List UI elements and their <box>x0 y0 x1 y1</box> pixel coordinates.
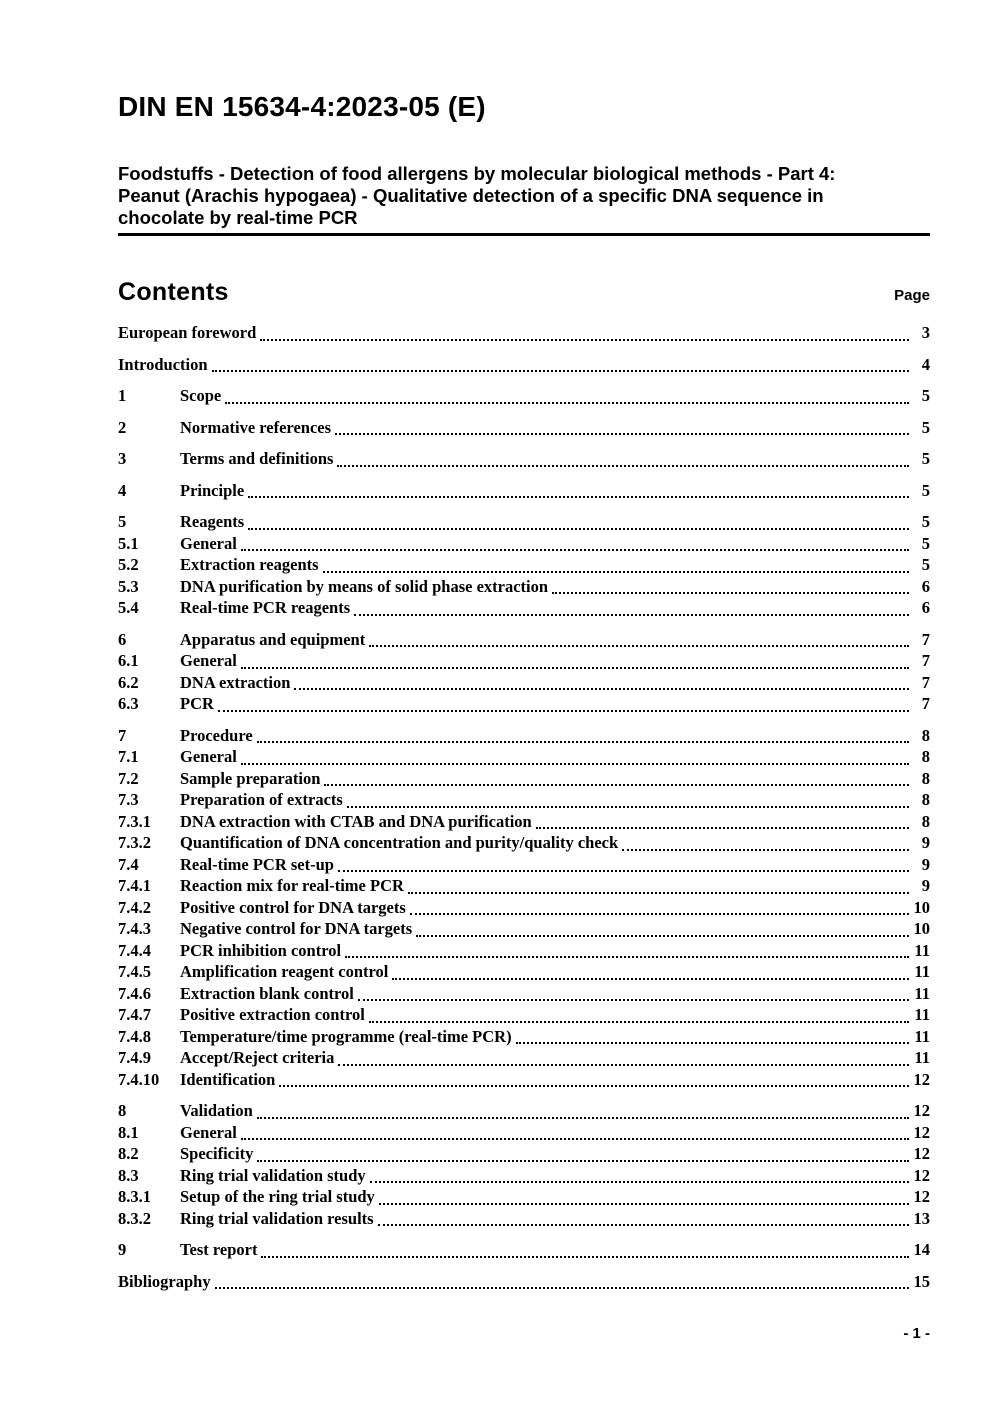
toc-entry[interactable] <box>118 597 930 619</box>
dot-leader <box>218 710 909 712</box>
toc-entry-title: Ring trial validation results <box>180 1208 374 1228</box>
dot-leader <box>241 1138 909 1140</box>
toc-entry-page: 8 <box>921 790 930 809</box>
toc-entry-title: Test report <box>180 1240 258 1259</box>
toc-entry-page: 12 <box>913 1069 930 1089</box>
toc-entry-number: 1 <box>118 386 127 405</box>
dot-leader <box>279 1085 909 1087</box>
toc-entry-title: Principle <box>180 480 245 500</box>
toc-entry-title: European foreword <box>118 323 257 342</box>
toc-entry-page: 10 <box>913 919 930 938</box>
dot-leader <box>261 1256 909 1258</box>
toc-entry-title: Validation <box>180 1101 253 1120</box>
dot-leader <box>408 892 909 894</box>
toc-entry[interactable] <box>118 448 930 470</box>
toc-entry[interactable] <box>118 1271 930 1293</box>
dot-leader <box>536 827 909 829</box>
toc-entry[interactable] <box>118 672 930 694</box>
toc-entry-page: 14 <box>913 1240 930 1259</box>
toc-entry-title: Positive control for DNA targets <box>180 897 406 917</box>
toc-entry-number: 7.4.5 <box>118 962 151 981</box>
toc-entry-page: 12 <box>913 1165 930 1185</box>
toc-entry-number: 7.4.3 <box>118 919 151 938</box>
dot-leader <box>358 999 909 1001</box>
toc-entry-title: Preparation of extracts <box>180 790 343 809</box>
toc-entry-page: 5 <box>921 386 930 405</box>
toc-entry[interactable] <box>118 940 930 962</box>
toc-entry-page: 3 <box>921 323 930 342</box>
toc-entry-page: 6 <box>921 576 930 596</box>
toc-entry-page: 7 <box>921 629 930 649</box>
dot-leader <box>248 496 909 498</box>
toc-entry-title: General <box>180 747 237 766</box>
toc-entry[interactable] <box>118 875 930 897</box>
toc-entry-number: 7 <box>118 725 127 745</box>
table-of-contents <box>118 322 930 1292</box>
toc-entry[interactable] <box>118 576 930 598</box>
toc-entry-number: 7.4.2 <box>118 897 151 917</box>
toc-entry-title: PCR <box>180 694 214 713</box>
document-title-line-1: Foodstuffs - Detection of food allergens by molecular biological methods - Part 4: <box>118 163 836 184</box>
toc-entry-page: 11 <box>914 1048 930 1067</box>
toc-entry-title: Temperature/time programme (real-time PCR) <box>180 1026 512 1046</box>
toc-entry-title: DNA extraction with CTAB and DNA purification <box>180 811 532 831</box>
toc-entry[interactable] <box>118 832 930 854</box>
toc-entry-title: PCR inhibition control <box>180 940 342 960</box>
dot-leader <box>241 549 909 551</box>
dot-leader <box>370 1181 909 1183</box>
dot-leader <box>215 1287 909 1289</box>
dot-leader <box>257 1117 909 1119</box>
toc-entry[interactable] <box>118 693 930 715</box>
toc-entry-page: 11 <box>914 1026 930 1046</box>
toc-entry-page: 10 <box>913 897 930 917</box>
toc-entry[interactable] <box>118 897 930 919</box>
toc-entry[interactable] <box>118 1047 930 1069</box>
dot-leader <box>347 806 909 808</box>
toc-entry-number: 6.1 <box>118 651 139 670</box>
toc-entry-number: 5.1 <box>118 533 139 553</box>
toc-entry-title: Setup of the ring trial study <box>180 1187 375 1206</box>
dot-leader <box>410 913 909 915</box>
toc-entry-page: 6 <box>921 598 930 617</box>
toc-entry-number: 7.3.1 <box>118 811 151 831</box>
toc-entry[interactable] <box>118 768 930 790</box>
toc-entry-title: Sample preparation <box>180 768 321 788</box>
toc-entry-title: Reagents <box>180 512 245 531</box>
toc-entry-number: 7.4.10 <box>118 1069 160 1089</box>
dot-leader <box>323 571 909 573</box>
toc-entry-page: 11 <box>914 940 930 960</box>
toc-entry-number: 5.3 <box>118 576 139 596</box>
toc-entry[interactable] <box>118 1186 930 1208</box>
toc-entry-page: 5 <box>921 480 930 500</box>
contents-header-row <box>118 279 930 305</box>
toc-entry[interactable] <box>118 725 930 747</box>
toc-entry-title: Negative control for DNA targets <box>180 919 413 938</box>
toc-entry[interactable] <box>118 480 930 502</box>
toc-entry[interactable] <box>118 322 930 344</box>
toc-entry-page: 11 <box>914 983 930 1003</box>
toc-entry-page: 15 <box>913 1271 930 1291</box>
dot-leader <box>369 645 909 647</box>
toc-entry[interactable] <box>118 1143 930 1165</box>
toc-entry-page: 5 <box>921 533 930 553</box>
toc-entry-title: Bibliography <box>118 1271 211 1291</box>
toc-entry-title: DNA purification by means of solid phase extraction <box>180 576 549 596</box>
toc-entry[interactable] <box>118 1069 930 1091</box>
toc-entry-page: 5 <box>921 512 930 531</box>
toc-entry-title: Apparatus and equipment <box>180 629 366 649</box>
toc-entry-number: 4 <box>118 480 127 500</box>
dot-leader <box>338 1064 909 1066</box>
dot-leader <box>338 870 909 872</box>
dot-leader <box>225 402 909 404</box>
toc-entry-title: General <box>180 651 237 670</box>
toc-entry[interactable] <box>118 1239 930 1261</box>
toc-entry-number: 9 <box>118 1240 127 1259</box>
toc-entry-page: 7 <box>921 651 930 670</box>
toc-entry-page: 7 <box>921 672 930 692</box>
toc-entry[interactable] <box>118 1004 930 1026</box>
footer-page-number: - 1 - <box>903 1325 930 1342</box>
toc-entry-page: 8 <box>921 725 930 745</box>
page-column-label: Page <box>894 287 930 304</box>
toc-entry[interactable] <box>118 1122 930 1144</box>
toc-entry-number: 7.4.9 <box>118 1048 151 1067</box>
toc-entry-title: Accept/Reject criteria <box>180 1048 335 1067</box>
toc-entry[interactable] <box>118 417 930 439</box>
dot-leader <box>392 978 909 980</box>
toc-entry[interactable] <box>118 789 930 811</box>
dot-leader <box>378 1224 909 1226</box>
toc-entry-page: 12 <box>913 1122 930 1142</box>
toc-entry-number: 8.3.1 <box>118 1187 151 1206</box>
toc-entry-number: 7.4.4 <box>118 940 151 960</box>
toc-entry-number: 6.3 <box>118 694 139 713</box>
dot-leader <box>248 528 909 530</box>
toc-entry[interactable] <box>118 629 930 651</box>
toc-entry-number: 8.1 <box>118 1122 139 1142</box>
toc-entry-title: General <box>180 1122 237 1142</box>
toc-entry-title: Identification <box>180 1069 276 1089</box>
document-number-heading: DIN EN 15634-4:2023-05 (E) <box>118 91 486 122</box>
toc-entry-title: Terms and definitions <box>180 449 334 468</box>
toc-entry[interactable] <box>118 918 930 940</box>
toc-entry-number: 8.3 <box>118 1165 139 1185</box>
toc-entry[interactable] <box>118 511 930 533</box>
document-title <box>118 163 930 236</box>
toc-entry[interactable] <box>118 1100 930 1122</box>
dot-leader <box>416 935 909 937</box>
toc-entry-number: 7.4.1 <box>118 876 151 895</box>
toc-entry-title: Normative references <box>180 417 332 437</box>
dot-leader <box>622 849 909 851</box>
toc-entry[interactable] <box>118 983 930 1005</box>
toc-entry-number: 7.2 <box>118 768 139 788</box>
dot-leader <box>335 433 909 435</box>
toc-entry-number: 8.2 <box>118 1144 139 1163</box>
toc-entry-title: Reaction mix for real-time PCR <box>180 876 404 895</box>
dot-leader <box>379 1203 909 1205</box>
toc-entry-number: 6 <box>118 629 127 649</box>
toc-entry-number: 3 <box>118 449 127 468</box>
dot-leader <box>294 688 909 690</box>
toc-entry-number: 5.2 <box>118 555 139 574</box>
toc-entry-number: 6.2 <box>118 672 139 692</box>
toc-entry[interactable] <box>118 811 930 833</box>
toc-entry-number: 5.4 <box>118 598 139 617</box>
toc-entry-number: 7.4 <box>118 854 139 874</box>
document-title-line-3: chocolate by real-time PCR <box>118 207 358 228</box>
dot-leader <box>345 956 909 958</box>
toc-entry[interactable] <box>118 650 930 672</box>
toc-entry-page: 4 <box>921 354 930 374</box>
toc-entry[interactable] <box>118 385 930 407</box>
toc-entry-page: 9 <box>921 876 930 895</box>
toc-entry-number: 7.1 <box>118 747 139 766</box>
toc-entry-page: 8 <box>921 811 930 831</box>
dot-leader <box>516 1042 909 1044</box>
toc-entry-number: 7.3 <box>118 790 139 809</box>
toc-entry-title: Specificity <box>180 1144 254 1163</box>
toc-entry-page: 9 <box>921 833 930 852</box>
toc-entry-page: 5 <box>921 417 930 437</box>
toc-entry-title: DNA extraction <box>180 672 291 692</box>
dot-leader <box>354 614 909 616</box>
toc-entry-title: Real-time PCR set-up <box>180 854 334 874</box>
toc-entry-title: Scope <box>180 386 222 405</box>
toc-entry[interactable] <box>118 354 930 376</box>
toc-entry[interactable] <box>118 554 930 576</box>
dot-leader <box>260 339 909 341</box>
toc-entry-page: 5 <box>921 449 930 468</box>
toc-entry[interactable] <box>118 746 930 768</box>
toc-entry-page: 9 <box>921 854 930 874</box>
toc-entry-number: 7.4.7 <box>118 1005 151 1024</box>
toc-entry[interactable] <box>118 1208 930 1230</box>
toc-entry-page: 13 <box>913 1208 930 1228</box>
toc-entry-number: 8.3.2 <box>118 1208 151 1228</box>
toc-entry-page: 7 <box>921 694 930 713</box>
toc-entry-title: Positive extraction control <box>180 1005 365 1024</box>
document-title-line-2: Peanut (Arachis hypogaea) - Qualitative detection of a specific DNA sequence in <box>118 185 824 206</box>
toc-entry-page: 8 <box>921 747 930 766</box>
toc-entry-title: Introduction <box>118 354 208 374</box>
toc-entry-number: 2 <box>118 417 127 437</box>
page-content <box>118 0 930 1292</box>
dot-leader <box>212 370 909 372</box>
toc-entry-title: Ring trial validation study <box>180 1165 366 1185</box>
toc-entry-title: Quantification of DNA concentration and purity/quality check <box>180 833 619 852</box>
dot-leader <box>324 784 909 786</box>
toc-entry-number: 8 <box>118 1101 127 1120</box>
toc-entry-title: Extraction blank control <box>180 983 354 1003</box>
toc-entry-page: 8 <box>921 768 930 788</box>
dot-leader <box>257 1160 909 1162</box>
toc-entry-title: Extraction reagents <box>180 555 319 574</box>
dot-leader <box>241 667 909 669</box>
toc-entry-page: 12 <box>913 1187 930 1206</box>
toc-entry[interactable] <box>118 854 930 876</box>
dot-leader <box>241 763 909 765</box>
toc-entry-number: 7.3.2 <box>118 833 151 852</box>
toc-entry-page: 12 <box>913 1144 930 1163</box>
toc-entry-number: 5 <box>118 512 127 531</box>
toc-entry-page: 12 <box>913 1101 930 1120</box>
contents-heading: Contents <box>118 278 229 306</box>
toc-entry-title: Procedure <box>180 725 253 745</box>
toc-entry-title: Real-time PCR reagents <box>180 598 351 617</box>
toc-entry[interactable] <box>118 961 930 983</box>
dot-leader <box>257 741 909 743</box>
toc-entry-number: 7.4.8 <box>118 1026 151 1046</box>
dot-leader <box>369 1021 909 1023</box>
toc-entry-title: General <box>180 533 237 553</box>
dot-leader <box>552 592 909 594</box>
toc-entry[interactable] <box>118 1026 930 1048</box>
toc-entry-title: Amplification reagent control <box>180 962 389 981</box>
toc-entry[interactable] <box>118 1165 930 1187</box>
toc-entry-page: 11 <box>914 1005 930 1024</box>
toc-entry[interactable] <box>118 533 930 555</box>
toc-entry-page: 5 <box>921 555 930 574</box>
toc-entry-page: 11 <box>914 962 930 981</box>
dot-leader <box>337 465 909 467</box>
toc-entry-number: 7.4.6 <box>118 983 151 1003</box>
